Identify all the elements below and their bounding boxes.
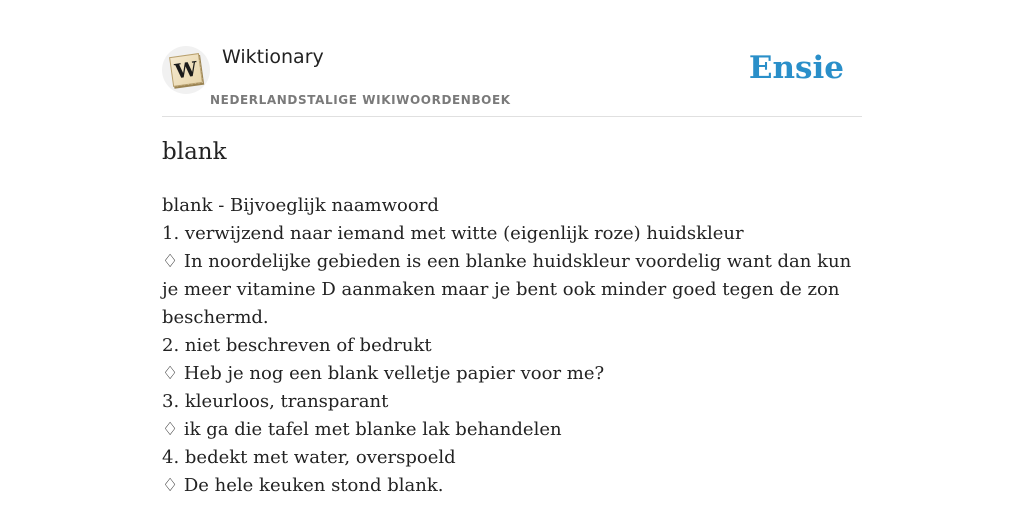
definition-body [162,192,852,500]
meaning-2: 2. niet beschreven of bedrukt [162,335,432,356]
page-title: blank [162,139,227,165]
example-4: ♢ De hele keuken stond blank. [162,475,444,496]
wiktionary-logo-icon[interactable] [162,46,210,94]
meaning-3: 3. kleurloos, transparant [162,391,389,412]
meaning-4: 4. bedekt met water, overspoeld [162,447,456,468]
example-1: ♢ In noordelijke gebieden is een blanke huidskleur voordelig want dan kun je meer vitamine D aanmaken maar je bent ook minder goed tegen de zon beschermd. [162,251,852,328]
site-name[interactable]: Wiktionary [222,46,324,68]
meaning-1: 1. verwijzend naar iemand met witte (eigenlijk roze) huidskleur [162,223,744,244]
ensie-brand-link[interactable]: Ensie [748,50,844,86]
site-header [162,40,862,117]
example-3: ♢ ik ga die tafel met blanke lak behandelen [162,419,562,440]
logo-tile: W [169,53,203,87]
site-tagline: NEDERLANDSTALIGE WIKIWOORDENBOEK [210,93,511,107]
word-class-line: blank - Bijvoeglijk naamwoord [162,195,439,216]
example-2: ♢ Heb je nog een blank velletje papier voor me? [162,363,605,384]
